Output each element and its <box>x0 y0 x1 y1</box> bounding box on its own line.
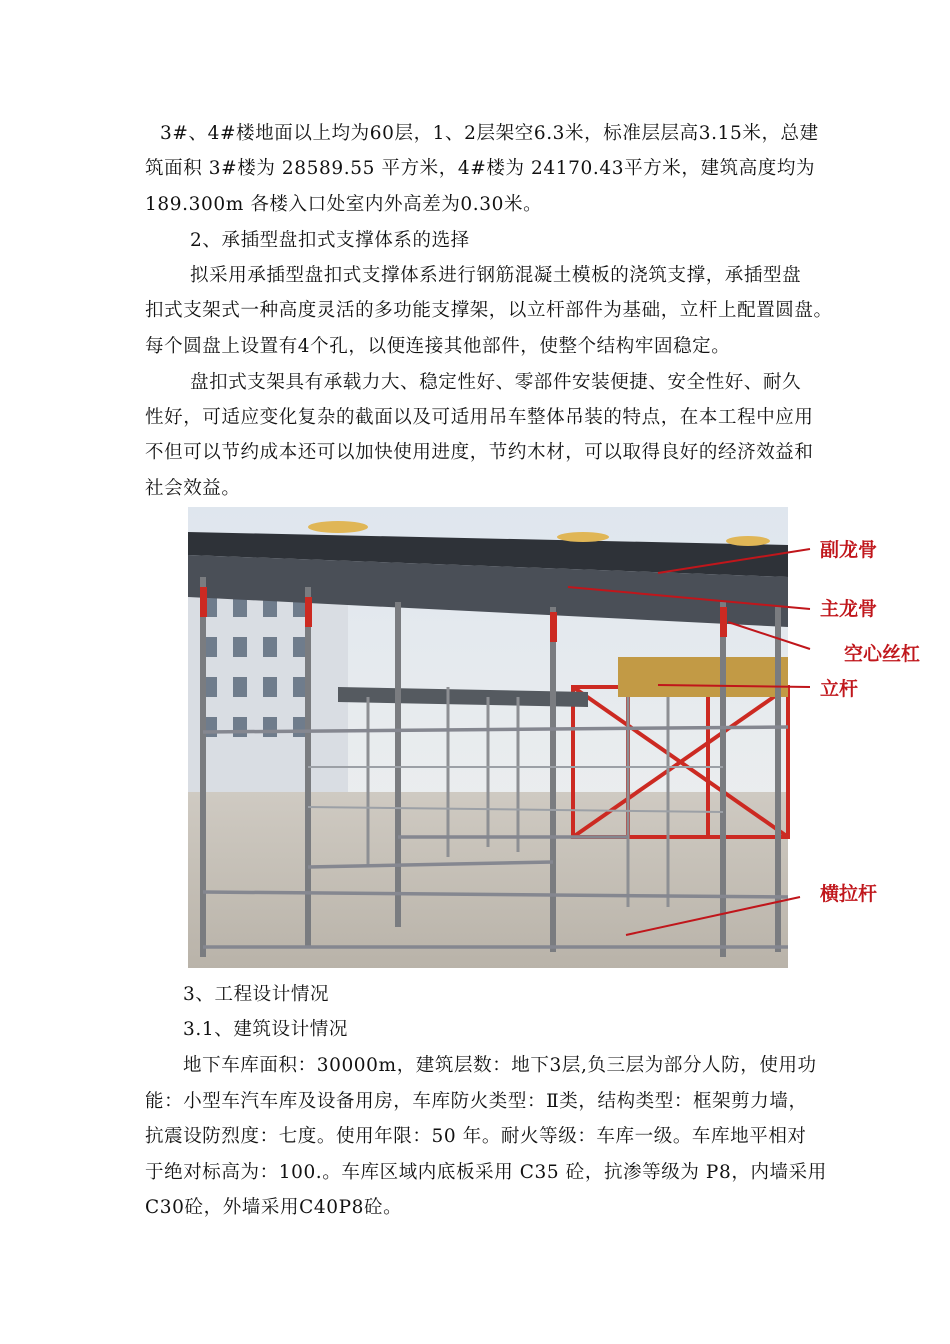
paragraph-3-line-4: 社会效益。 <box>145 478 241 499</box>
section-heading-3: 3、工程设计情况 <box>183 984 330 1005</box>
paragraph-3-line-3: 不但可以节约成本还可以加快使用进度，节约木材，可以取得良好的经济效益和 <box>145 442 814 463</box>
paragraph-4-line-1: 地下车库面积：30000m，建筑层数：地下3层,负三层为部分人防，使用功 <box>183 1055 817 1076</box>
callout-upright: 立杆 <box>820 678 859 700</box>
paragraph-4-line-3: 抗震设防烈度：七度。使用年限：50 年。耐火等级：车库一级。车库地平相对 <box>145 1126 807 1147</box>
paragraph-1-line-2: 筑面积 3#楼为 28589.55 平方米，4#楼为 24170.43平方米，建筑高度均为 <box>145 158 816 179</box>
paragraph-4-line-5: C30砼，外墙采用C40P8砼。 <box>145 1197 403 1218</box>
paragraph-4-line-4: 于绝对标高为：100.。车库区域内底板采用 C35 砼，抗渗等级为 P8，内墙采用 <box>145 1162 827 1183</box>
paragraph-2-line-2: 扣式支架式一种高度灵活的多功能支撑架，以立杆部件为基础，立杆上配置圆盘。 <box>145 300 833 321</box>
section-heading-2: 2、承插型盘扣式支撑体系的选择 <box>190 230 470 251</box>
paragraph-3-line-1: 盘扣式支架具有承载力大、稳定性好、零部件安装便捷、安全性好、耐久 <box>190 372 802 393</box>
callout-main-joist: 主龙骨 <box>820 598 878 620</box>
paragraph-2-line-1: 拟采用承插型盘扣式支撑体系进行钢筋混凝土模板的浇筑支撑，承插型盘 <box>190 265 802 286</box>
callout-cross-bar: 横拉杆 <box>820 883 878 905</box>
paragraph-1-line-3: 189.300m 各楼入口处室内外高差为0.30米。 <box>145 194 543 215</box>
callout-hollow-screw: 空心丝杠 <box>844 643 921 665</box>
paragraph-4-line-2: 能：小型车汽车库及设备用房，车库防火类型：Ⅱ类，结构类型：框架剪力墙， <box>145 1091 808 1112</box>
scaffold-photo <box>188 507 950 968</box>
paragraph-2-line-3: 每个圆盘上设置有4个孔，以便连接其他部件，使整个结构牢固稳定。 <box>145 336 731 357</box>
paragraph-3-line-2: 性好，可适应变化复杂的截面以及可适用吊车整体吊装的特点，在本工程中应用 <box>145 407 814 428</box>
callout-secondary-joist: 副龙骨 <box>820 539 878 561</box>
paragraph-1-line-1: 3#、4#楼地面以上均为60层，1、2层架空6.3米，标准层层高3.15米，总建 <box>160 123 819 144</box>
section-heading-3-1: 3.1、建筑设计情况 <box>183 1019 348 1040</box>
